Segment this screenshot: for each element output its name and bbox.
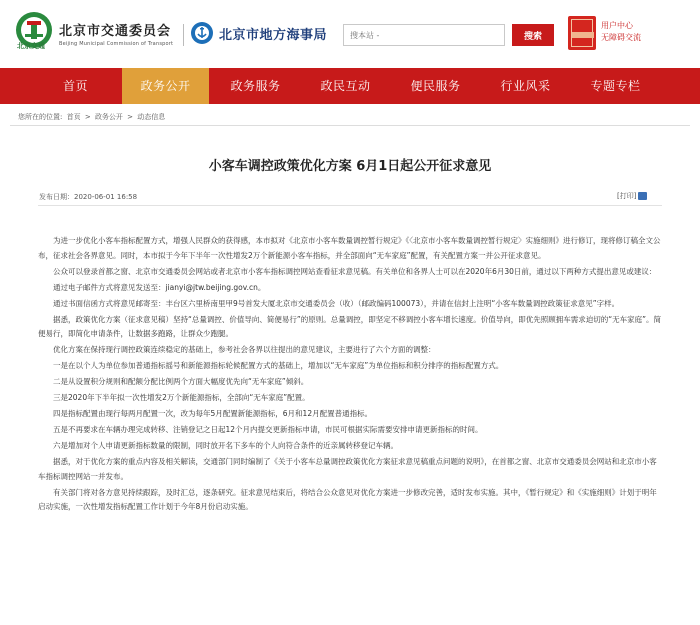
article-body [38, 234, 662, 516]
breadcrumb-prefix: 您所在的位置: [18, 113, 63, 121]
article-paragraph: 有关部门将对各方意见持续跟踪，及时汇总，逐条研究。征求意见结束后，将结合公众意见对优化方案进一步修改完善，适时发布实施。其中，《暂行规定》和《实施细则》计划于明年启动实施，一次性增发指标配置工作计划于今年8月份启动实施。 [38, 487, 657, 511]
maritime-logo-icon[interactable] [190, 21, 214, 45]
nav-item-gov-services[interactable]: 政务服务 [230, 79, 281, 93]
search-button[interactable]: 搜索 [512, 24, 554, 46]
print-button[interactable] [617, 191, 647, 201]
article-paragraph: 通过电子邮件方式将意见发送至：jianyi@jtw.beijing.gov.cn。 [53, 282, 266, 292]
nav-item-industry[interactable]: 行业风采 [500, 79, 551, 93]
publish-label: 发布日期： [39, 193, 74, 201]
nav-item-home[interactable]: 首页 [62, 79, 88, 93]
article-paragraph: 五是不再要求在车辆办理完成转移、注销登记之日起12个月内提交更新指标申请，市民可根据实际需要安排申请更新指标的时间。 [53, 425, 483, 434]
article-paragraph: 公众可以登录首都之窗、北京市交通委员会网站或者北京市小客车指标调控网站查看征求意见稿。有关单位和各界人士可以在2020年6月30日前，通过以下两种方式提出意见或建议： [53, 266, 657, 276]
article-paragraph: 二是从设置积分规则和配额分配比例两个方面大幅度优先向“无车家庭”倾斜。 [53, 377, 309, 386]
article-paragraph: 为进一步优化小客车指标配置方式，增强人民群众的获得感，本市拟对《北京市小客车数量调控暂行规定》《〈北京市小客车数量调控暂行规定〉实施细则》进行修订，现将修订稿全文公布，征求社会各界意见。同时，本市拟于今年下半年一次性增发2万个新能源小客车指标，并全部面向“无车家庭”配置，有关配置方案一并公开征求意见。 [38, 236, 661, 260]
user-links [601, 20, 641, 44]
article-title: 小客车调控政策优化方案 6月1日起公开征求意见 [208, 159, 492, 174]
site-header [0, 0, 700, 68]
breadcrumb-gov-affairs[interactable]: 政务公开 [94, 113, 123, 121]
user-center-link[interactable]: 用户中心 [601, 21, 633, 30]
nav-item-interaction[interactable]: 政民互动 [320, 79, 371, 93]
article-paragraph: 优化方案在保持现行调控政策连续稳定的基础上，参考社会各界以往提出的意见建议，主要进行了六个方面的调整： [53, 345, 436, 354]
nav-item-special-topics[interactable]: 专题专栏 [590, 79, 641, 93]
breadcrumb-separator: > [84, 113, 91, 121]
breadcrumb-home[interactable]: 首页 [66, 113, 81, 121]
commission-name: 北京市交通委员会 [59, 24, 172, 39]
nav-item-convenience[interactable]: 便民服务 [410, 79, 461, 93]
print-label: [打印] [617, 192, 637, 200]
commission-name-block[interactable] [59, 20, 173, 47]
maritime-name[interactable]: 北京市地方海事局 [219, 28, 328, 43]
publish-time: 2020-06-01 16:58 [74, 193, 138, 201]
accessibility-link[interactable]: 无障碍交流 [601, 33, 641, 42]
nav-item-gov-affairs-open[interactable]: 政务公开 [122, 68, 209, 104]
printer-icon [638, 192, 647, 200]
breadcrumb [18, 112, 167, 122]
publish-date [39, 192, 137, 202]
article-paragraph: 据悉，政策优化方案（征求意见稿）坚持“总量调控、价值导向、简便易行”的原则。总量调控，即坚定不移调控小客车增长速度。价值导向，即优先照顾拥车需求迫切的“无车家庭”。简便易行，即简化申请条件，让数据多跑路，让群众少跑腿。 [38, 314, 662, 338]
capital-window-logo-icon[interactable] [568, 16, 596, 50]
article-paragraph: 三是2020年下半年拟一次性增发2万个新能源指标，全部向“无车家庭”配置。 [53, 393, 310, 402]
article-paragraph: 一是在以个人为单位参加普通指标摇号和新能源指标轮候配置方式的基础上，增加以“无车家庭”为单位指标和积分排序的指标配置方式。 [53, 361, 504, 370]
article-paragraph: 六是增加对个人申请更新指标数量的限制，同时放开名下多车的个人向符合条件的近亲属转移登记车辆。 [53, 441, 398, 450]
search-input[interactable] [343, 24, 505, 46]
article-paragraph: 通过书面信函方式将意见邮寄至：丰台区六里桥南里甲9号首发大厦北京市交通委员会（收）（邮政编码100073），并请在信封上注明“小客车数量调控政策征求意见”字样。 [53, 298, 620, 308]
header-divider [183, 24, 184, 46]
logo-sub-label: 北京交通 [17, 42, 45, 50]
breadcrumb-news[interactable]: 动态信息 [137, 113, 166, 121]
main-nav [0, 68, 700, 104]
breadcrumb-separator: > [127, 113, 134, 121]
title-divider [38, 205, 662, 206]
commission-name-en: Beijing Municipal Commission of Transport [59, 41, 174, 47]
article-paragraph: 据悉，对于优化方案的重点内容及相关解读，交通部门同时编制了《关于小客车总量调控政策优化方案征求意见稿重点问题的说明》，在首都之窗、北京市交通委员会网站和北京市小客车指标调控网站一并发布。 [38, 457, 657, 481]
breadcrumb-divider [10, 125, 690, 126]
article-paragraph: 四是指标配置由现行每两月配置一次，改为每年5月配置新能源指标，6月和12月配置普通指标。 [53, 409, 373, 418]
